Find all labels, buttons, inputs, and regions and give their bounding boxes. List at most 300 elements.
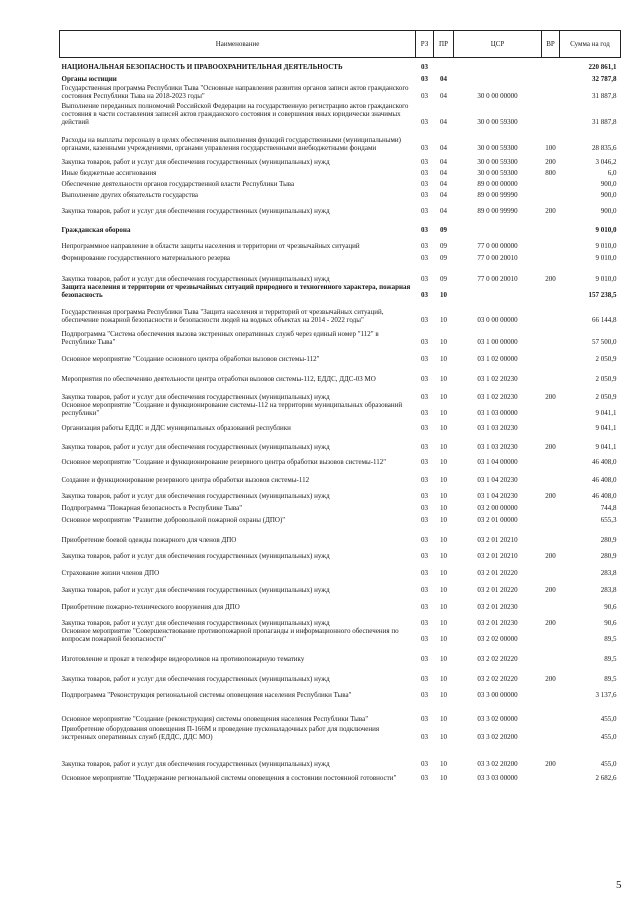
cell-sum: 3 137,6 xyxy=(595,690,617,699)
cell-csr: 03 3 00 00000 xyxy=(477,690,518,699)
cell-vr: 200 xyxy=(545,392,556,401)
cell-sum: 90,6 xyxy=(604,602,617,611)
cell-pr: 09 xyxy=(440,253,447,262)
cell-rz: 03 xyxy=(421,423,428,432)
cell-vr xyxy=(542,83,560,100)
cell-rz: 03 xyxy=(421,515,428,524)
cell-rz: 03 xyxy=(421,337,428,346)
cell-rz: 03 xyxy=(421,190,428,199)
table-row xyxy=(60,524,621,544)
cell-csr: 30 0 00 59300 xyxy=(477,157,518,166)
cell-pr: 04 xyxy=(440,168,447,177)
cell-vr xyxy=(542,627,560,643)
cell-csr: 30 0 00 59300 xyxy=(477,168,518,177)
cell-pr: 10 xyxy=(440,290,447,299)
cell-csr: 89 0 00 99990 xyxy=(477,190,518,199)
cell-pr xyxy=(434,58,454,71)
cell-rz: 03 xyxy=(421,585,428,594)
table-row xyxy=(60,451,621,466)
cell-rz: 03 xyxy=(421,62,428,71)
cell-name: Организация работы ЕДДС и ДДС муниципальных образований республики xyxy=(61,423,291,432)
cell-rz: 03 xyxy=(421,74,428,83)
cell-sum: 90,6 xyxy=(604,618,617,627)
cell-name: Закупка товаров, работ и услуг для обеспечения государственных (муниципальных) нужд xyxy=(61,442,330,451)
table-row xyxy=(60,643,621,663)
cell-vr xyxy=(542,58,560,71)
cell-pr: 10 xyxy=(440,457,447,466)
cell-pr: 04 xyxy=(440,143,447,152)
cell-name: Приобретение оборудования оповещения П-166М и проведение пусконаладочных работ для подключения экстренных оперативных служб (ЕДДС, ДДС МО) xyxy=(61,724,380,741)
cell-rz: 03 xyxy=(421,168,428,177)
cell-csr: 03 1 04 20230 xyxy=(477,475,518,484)
cell-name: Гражданская оборона xyxy=(61,225,131,234)
cell-rz: 03 xyxy=(421,503,428,512)
table-row xyxy=(60,83,621,100)
cell-sum: 3 046,2 xyxy=(595,157,617,166)
cell-name: Основное мероприятие "Создание основного центра обработки вызовов системы-112" xyxy=(61,354,320,363)
cell-vr xyxy=(542,71,560,83)
cell-rz: 03 xyxy=(421,654,428,663)
header-csr: ЦСР xyxy=(454,31,542,58)
cell-rz: 03 xyxy=(421,732,428,741)
cell-name: Страхование жизни членов ДПО xyxy=(61,568,160,577)
cell-rz: 03 xyxy=(421,225,428,234)
cell-pr: 10 xyxy=(440,442,447,451)
cell-rz: 03 xyxy=(421,690,428,699)
cell-name: Закупка товаров, работ и услуг для обеспечения государственных (муниципальных) нужд xyxy=(61,759,330,768)
cell-sum: 89,5 xyxy=(604,634,617,643)
cell-name: Основное мероприятие "Создание и функционирование резервного центра обработки вызовов системы-112" xyxy=(61,457,387,466)
cell-name: Закупка товаров, работ и услуг для обеспечения государственных (муниципальных) нужд xyxy=(61,674,330,683)
cell-name: Основное мероприятие "Поддержание региональной системы оповещения в состоянии постоянной готовности" xyxy=(61,773,397,782)
cell-csr: 03 2 01 20220 xyxy=(477,585,518,594)
cell-csr xyxy=(454,283,542,299)
table-row xyxy=(60,126,621,152)
header-sum: Сумма на год xyxy=(560,31,621,58)
cell-csr: 03 2 01 20230 xyxy=(477,602,518,611)
table-row xyxy=(60,663,621,683)
cell-csr: 03 3 02 20200 xyxy=(477,732,518,741)
cell-sum: 46 408,0 xyxy=(592,475,617,484)
cell-vr: 200 xyxy=(545,618,556,627)
cell-vr xyxy=(542,524,560,544)
cell-sum: 283,8 xyxy=(600,585,617,594)
cell-pr: 10 xyxy=(440,408,447,417)
cell-rz: 03 xyxy=(421,290,428,299)
cell-pr: 04 xyxy=(440,206,447,215)
cell-sum: 9 010,0 xyxy=(595,253,617,262)
cell-csr: 03 1 03 20230 xyxy=(477,442,518,451)
cell-pr: 10 xyxy=(440,392,447,401)
cell-sum: 455,0 xyxy=(600,732,617,741)
cell-sum: 744,8 xyxy=(600,503,617,512)
cell-rz: 03 xyxy=(421,551,428,560)
cell-vr xyxy=(542,363,560,383)
cell-vr: 200 xyxy=(545,442,556,451)
cell-sum: 9 010,0 xyxy=(595,274,617,283)
cell-csr: 03 2 00 00000 xyxy=(477,503,518,512)
cell-csr: 03 3 03 00000 xyxy=(477,773,518,782)
table-row xyxy=(60,283,621,299)
cell-pr: 10 xyxy=(440,315,447,324)
cell-name: Иные бюджетные ассигнования xyxy=(61,168,157,177)
cell-csr: 03 1 03 20230 xyxy=(477,423,518,432)
cell-pr: 10 xyxy=(440,491,447,500)
cell-vr xyxy=(542,451,560,466)
cell-pr: 10 xyxy=(440,423,447,432)
cell-vr xyxy=(542,699,560,723)
cell-sum: 455,0 xyxy=(600,714,617,723)
cell-rz: 03 xyxy=(421,206,428,215)
cell-csr xyxy=(454,58,542,71)
cell-name: Закупка товаров, работ и услуг для обеспечения государственных (муниципальных) нужд xyxy=(61,392,330,401)
cell-csr: 03 3 02 20200 xyxy=(477,759,518,768)
cell-sum: 280,9 xyxy=(600,535,617,544)
cell-rz: 03 xyxy=(421,354,428,363)
table-row xyxy=(60,432,621,451)
cell-sum: 32 787,8 xyxy=(592,74,617,83)
cell-vr xyxy=(542,100,560,126)
cell-name: Закупка товаров, работ и услуг для обеспечения государственных (муниципальных) нужд xyxy=(61,157,330,166)
cell-vr xyxy=(542,560,560,577)
budget-sheet xyxy=(59,30,620,782)
cell-name: Основное мероприятие "Создание и функционирование системы-112 на территории муниципальных образований республики" xyxy=(61,400,403,417)
cell-vr: 800 xyxy=(545,168,556,177)
cell-pr: 10 xyxy=(440,690,447,699)
table-row xyxy=(60,299,621,324)
cell-sum: 283,8 xyxy=(600,568,617,577)
cell-name: Мероприятия по обеспечению деятельности центра отработки вызовов системы-112, ЕДДС, ДДС-03 МО xyxy=(61,374,376,383)
cell-vr xyxy=(542,177,560,188)
cell-vr xyxy=(542,723,560,741)
cell-rz: 03 xyxy=(421,674,428,683)
page-number: 5 xyxy=(616,879,622,891)
cell-pr: 10 xyxy=(440,503,447,512)
cell-csr: 77 0 00 20010 xyxy=(477,274,518,283)
cell-sum: 6,0 xyxy=(607,168,617,177)
cell-csr: 03 3 02 00000 xyxy=(477,714,518,723)
cell-pr: 09 xyxy=(440,274,447,283)
cell-csr: 03 2 02 20220 xyxy=(477,674,518,683)
table-row xyxy=(60,152,621,166)
cell-sum: 900,0 xyxy=(600,190,617,199)
cell-sum: 89,5 xyxy=(604,654,617,663)
cell-vr: 200 xyxy=(545,157,556,166)
cell-sum: 900,0 xyxy=(600,206,617,215)
cell-vr xyxy=(542,500,560,512)
table-row xyxy=(60,594,621,611)
header-name: Наименование xyxy=(60,31,416,58)
table-row xyxy=(60,324,621,346)
table-row xyxy=(60,199,621,215)
cell-pr: 10 xyxy=(440,759,447,768)
cell-name: Создание и функционирование резервного центра обработки вызовов системы-112 xyxy=(61,475,310,484)
cell-rz: 03 xyxy=(421,143,428,152)
cell-csr: 30 0 00 59300 xyxy=(477,143,518,152)
cell-name: Закупка товаров, работ и услуг для обеспечения государственных (муниципальных) нужд xyxy=(61,206,330,215)
cell-csr: 77 0 00 00000 xyxy=(477,241,518,250)
cell-name: Закупка товаров, работ и услуг для обеспечения государственных (муниципальных) нужд xyxy=(61,274,330,283)
cell-sum: 280,9 xyxy=(600,551,617,560)
cell-rz: 03 xyxy=(421,535,428,544)
cell-name: Закупка товаров, работ и услуг для обеспечения государственных (муниципальных) нужд xyxy=(61,618,330,627)
cell-csr: 89 0 00 99990 xyxy=(477,206,518,215)
cell-rz: 03 xyxy=(421,457,428,466)
cell-csr: 03 2 01 20230 xyxy=(477,618,518,627)
table-row xyxy=(60,177,621,188)
cell-vr xyxy=(542,512,560,524)
cell-rz: 03 xyxy=(421,157,428,166)
cell-sum: 9 010,0 xyxy=(595,241,617,250)
table-row xyxy=(60,250,621,262)
cell-pr: 10 xyxy=(440,618,447,627)
cell-csr: 03 1 02 00000 xyxy=(477,354,518,363)
cell-pr: 10 xyxy=(440,773,447,782)
cell-csr: 03 2 02 20220 xyxy=(477,654,518,663)
cell-name: Государственная программа Республики Тыва "Защита населения и территорий от чрезвычайных ситуаций, обеспечение пожарной безопасности и безопасности людей на водных объектах на 2014 - 2022 годы" xyxy=(61,307,384,324)
cell-name: Органы юстиции xyxy=(61,74,117,83)
table-row xyxy=(60,768,621,782)
cell-rz: 03 xyxy=(421,568,428,577)
cell-name: Закупка товаров, работ и услуг для обеспечения государственных (муниципальных) нужд xyxy=(61,551,330,560)
cell-pr: 10 xyxy=(440,475,447,484)
table-row xyxy=(60,611,621,627)
cell-sum: 2 050,9 xyxy=(595,392,617,401)
cell-rz: 03 xyxy=(421,91,428,100)
cell-sum: 9 041,1 xyxy=(595,442,617,451)
cell-csr: 03 1 02 20230 xyxy=(477,392,518,401)
cell-pr: 04 xyxy=(440,179,447,188)
cell-csr: 03 1 03 00000 xyxy=(477,408,518,417)
cell-name: Подпрограмма "Пожарная безопасность в Республике Тыва" xyxy=(61,503,243,512)
cell-name: Подпрограмма "Реконструкция региональной системы оповещения населения Республики Тыва" xyxy=(61,690,352,699)
cell-rz: 03 xyxy=(421,274,428,283)
cell-pr: 04 xyxy=(440,157,447,166)
cell-csr: 77 0 00 20010 xyxy=(477,253,518,262)
cell-pr: 10 xyxy=(440,551,447,560)
cell-pr: 04 xyxy=(440,117,447,126)
cell-name: Формирование государственного материального резерва xyxy=(61,253,231,262)
cell-vr: 200 xyxy=(545,551,556,560)
cell-name: Государственная программа Республики Тыва "Основные направления развития органов записи актов гражданского состояния Республики Тыва на 2018-2023 годы" xyxy=(61,83,409,100)
table-row xyxy=(60,466,621,484)
cell-name: Основное мероприятие "Создание (реконструкция) системы оповещения населения Республики Тыва" xyxy=(61,714,369,723)
cell-csr: 03 1 04 20230 xyxy=(477,491,518,500)
cell-vr xyxy=(542,234,560,250)
cell-sum: 900,0 xyxy=(600,179,617,188)
cell-vr: 200 xyxy=(545,585,556,594)
cell-csr: 30 0 00 00000 xyxy=(477,91,518,100)
cell-vr xyxy=(542,466,560,484)
cell-pr: 04 xyxy=(440,91,447,100)
table-row xyxy=(60,417,621,432)
table-row xyxy=(60,699,621,723)
table-row xyxy=(60,383,621,401)
cell-name: Расходы на выплаты персоналу в целях обеспечения выполнения функций государственными (муниципальными) органами, казенными учреждениями, органами управления государственными внебюджетными фондами xyxy=(61,135,402,152)
table-row xyxy=(60,484,621,500)
cell-pr: 10 xyxy=(440,634,447,643)
cell-vr xyxy=(542,594,560,611)
cell-pr: 10 xyxy=(440,337,447,346)
table-row xyxy=(60,577,621,594)
cell-pr: 10 xyxy=(440,568,447,577)
cell-rz: 03 xyxy=(421,714,428,723)
cell-pr: 09 xyxy=(440,241,447,250)
cell-name: Закупка товаров, работ и услуг для обеспечения государственных (муниципальных) нужд xyxy=(61,491,330,500)
cell-sum: 31 887,8 xyxy=(592,91,617,100)
cell-rz: 03 xyxy=(421,179,428,188)
cell-vr xyxy=(542,417,560,432)
cell-csr: 03 1 02 20230 xyxy=(477,374,518,383)
cell-csr: 03 2 01 20210 xyxy=(477,535,518,544)
table-row xyxy=(60,262,621,283)
table-row xyxy=(60,512,621,524)
cell-pr: 10 xyxy=(440,654,447,663)
cell-pr: 04 xyxy=(440,190,447,199)
cell-vr: 200 xyxy=(545,759,556,768)
cell-name: Защита населения и территории от чрезвычайных ситуаций природного и техногенного характера, пожарная безопасность xyxy=(61,282,411,299)
table-row xyxy=(60,544,621,560)
table-body xyxy=(60,58,621,782)
cell-rz: 03 xyxy=(421,602,428,611)
cell-rz: 03 xyxy=(421,491,428,500)
cell-vr xyxy=(542,346,560,363)
table-row xyxy=(60,166,621,177)
cell-name: Выполнение других обязательств государства xyxy=(61,190,199,199)
table-row xyxy=(60,346,621,363)
cell-vr: 100 xyxy=(545,143,556,152)
table-row xyxy=(60,627,621,643)
cell-vr xyxy=(542,324,560,346)
cell-vr xyxy=(542,768,560,782)
cell-vr xyxy=(542,188,560,199)
cell-sum: 2 050,9 xyxy=(595,374,617,383)
cell-vr: 200 xyxy=(545,274,556,283)
table-row xyxy=(60,215,621,234)
cell-rz: 03 xyxy=(421,392,428,401)
cell-vr xyxy=(542,283,560,299)
cell-pr: 04 xyxy=(440,74,447,83)
cell-sum: 57 500,0 xyxy=(592,337,617,346)
cell-rz: 03 xyxy=(421,442,428,451)
cell-name: Обеспечение деятельности органов государственной власти Республики Тыва xyxy=(61,179,295,188)
cell-csr: 03 2 01 00000 xyxy=(477,515,518,524)
cell-vr xyxy=(542,683,560,699)
cell-sum: 46 408,0 xyxy=(592,457,617,466)
cell-name: Закупка товаров, работ и услуг для обеспечения государственных (муниципальных) нужд xyxy=(61,585,330,594)
cell-sum: 220 861,1 xyxy=(588,62,617,71)
cell-rz: 03 xyxy=(421,475,428,484)
header-pr: ПР xyxy=(434,31,454,58)
header-rz: РЗ xyxy=(416,31,434,58)
cell-csr: 03 2 02 00000 xyxy=(477,634,518,643)
cell-rz: 03 xyxy=(421,117,428,126)
cell-rz: 03 xyxy=(421,315,428,324)
table-row xyxy=(60,560,621,577)
cell-name: НАЦИОНАЛЬНАЯ БЕЗОПАСНОСТЬ И ПРАВООХРАНИТЕЛЬНАЯ ДЕЯТЕЛЬНОСТЬ xyxy=(61,62,343,71)
table-row xyxy=(60,723,621,741)
cell-vr: 200 xyxy=(545,674,556,683)
cell-sum: 66 144,8 xyxy=(592,315,617,324)
table-row xyxy=(60,100,621,126)
cell-csr: 30 0 00 59300 xyxy=(477,117,518,126)
cell-pr: 10 xyxy=(440,732,447,741)
cell-rz: 03 xyxy=(421,241,428,250)
cell-rz: 03 xyxy=(421,759,428,768)
cell-vr xyxy=(542,215,560,234)
cell-sum: 46 408,0 xyxy=(592,491,617,500)
cell-vr: 200 xyxy=(545,206,556,215)
cell-rz: 03 xyxy=(421,618,428,627)
cell-sum: 31 887,8 xyxy=(592,117,617,126)
cell-sum: 9 010,0 xyxy=(595,225,617,234)
cell-csr: 03 2 01 20210 xyxy=(477,551,518,560)
cell-csr: 89 0 00 00000 xyxy=(477,179,518,188)
cell-vr: 200 xyxy=(545,491,556,500)
table-row xyxy=(60,401,621,417)
cell-name: Основное мероприятие "Развитие добровольной пожарной охраны (ДПО)" xyxy=(61,515,286,524)
cell-pr: 10 xyxy=(440,354,447,363)
table-row xyxy=(60,188,621,199)
table-row xyxy=(60,741,621,768)
cell-csr: 03 2 01 20220 xyxy=(477,568,518,577)
cell-sum: 9 041,1 xyxy=(595,408,617,417)
cell-rz: 03 xyxy=(421,374,428,383)
cell-csr: 03 0 00 00000 xyxy=(477,315,518,324)
table-row xyxy=(60,500,621,512)
cell-sum: 455,0 xyxy=(600,759,617,768)
cell-sum: 2 050,9 xyxy=(595,354,617,363)
cell-csr: 03 1 04 00000 xyxy=(477,457,518,466)
budget-table xyxy=(59,30,621,782)
table-row xyxy=(60,234,621,250)
table-row xyxy=(60,683,621,699)
cell-name: Приобретение пожарно-технического вооружения для ДПО xyxy=(61,602,240,611)
table-header-row xyxy=(60,31,621,58)
header-vr: ВР xyxy=(542,31,560,58)
cell-rz: 03 xyxy=(421,634,428,643)
cell-rz: 03 xyxy=(421,773,428,782)
table-row xyxy=(60,71,621,83)
cell-sum: 89,5 xyxy=(604,674,617,683)
cell-name: Выполнение переданных полномочий Российской Федерации на государственную регистрацию актов гражданского состояния в части составления записей актов гражданского состояния и совершения иных юридически значимых действий xyxy=(61,101,409,126)
cell-sum: 9 041,1 xyxy=(595,423,617,432)
cell-name: Непрограммное направление в области защиты населения и территории от чрезвычайных ситуаций xyxy=(61,241,360,250)
cell-sum: 655,3 xyxy=(600,515,617,524)
cell-pr: 10 xyxy=(440,714,447,723)
table-row xyxy=(60,363,621,383)
cell-vr xyxy=(542,250,560,262)
cell-pr: 10 xyxy=(440,515,447,524)
cell-pr: 10 xyxy=(440,585,447,594)
cell-vr xyxy=(542,299,560,324)
cell-csr xyxy=(454,215,542,234)
cell-csr xyxy=(454,71,542,83)
cell-vr xyxy=(542,401,560,417)
cell-sum: 2 682,6 xyxy=(595,773,617,782)
cell-pr: 09 xyxy=(440,225,447,234)
cell-pr: 10 xyxy=(440,535,447,544)
cell-sum: 28 835,6 xyxy=(592,143,617,152)
cell-name: Изготовление и прокат в телеэфире видеороликов на противопожарную тематику xyxy=(61,654,305,663)
cell-vr xyxy=(542,643,560,663)
cell-name: Подпрограмма "Система обеспечения вызова экстренных оперативных служб через единый номер "112" в Республике Тыва" xyxy=(61,329,379,346)
cell-pr: 10 xyxy=(440,674,447,683)
table-row xyxy=(60,58,621,71)
cell-sum: 157 238,5 xyxy=(588,290,617,299)
cell-rz: 03 xyxy=(421,253,428,262)
cell-name: Основное мероприятие "Совершенствование противопожарной пропаганды и информационного обеспечения по вопросам пожарной безопасности" xyxy=(61,626,399,643)
